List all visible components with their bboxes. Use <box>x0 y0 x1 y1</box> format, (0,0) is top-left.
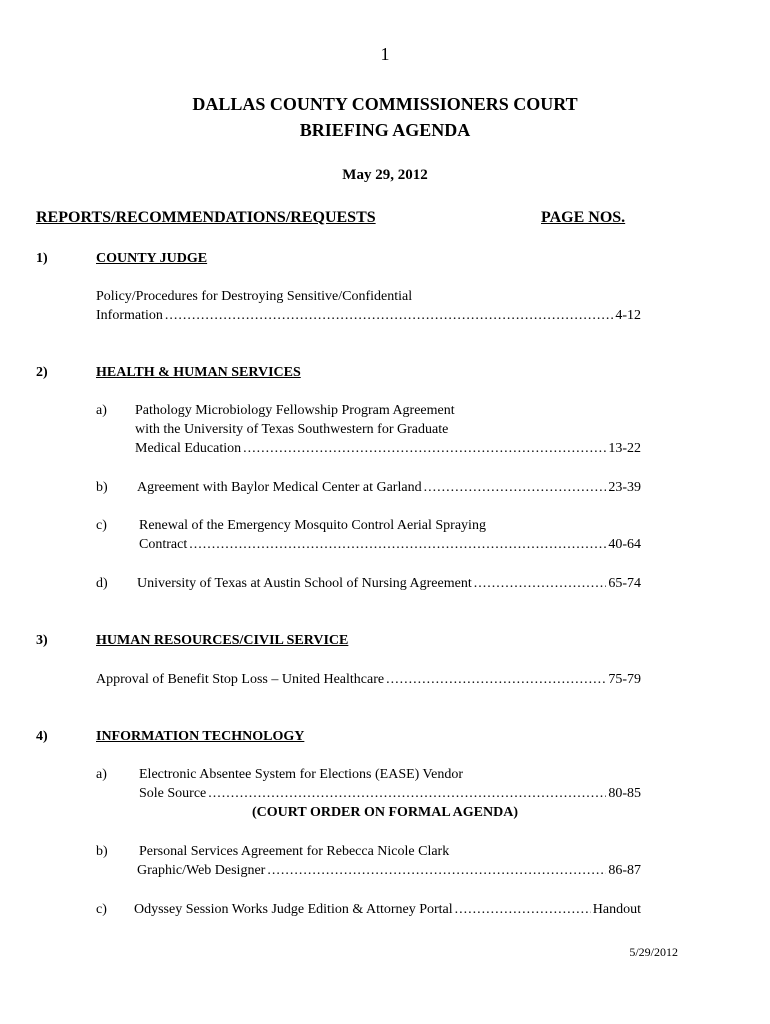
document-subtitle: BRIEFING AGENDA <box>299 120 471 140</box>
court-order-note: (COURT ORDER ON FORMAL AGENDA) <box>251 805 519 820</box>
item-text: Information <box>96 308 163 323</box>
item-text: Agreement with Baylor Medical Center at Garland <box>137 480 422 495</box>
item-text: Sole Source <box>139 786 207 801</box>
item-text: with the University of Texas Southwestern for Graduate <box>135 422 449 437</box>
column-header-left: REPORTS/RECOMMENDATIONS/REQUESTS <box>36 209 376 226</box>
page-range: Handout <box>592 902 641 917</box>
agenda-item-leader <box>137 863 641 879</box>
agenda-item-leader <box>139 537 641 553</box>
page-range: 4-12 <box>615 308 641 323</box>
section-number: 3) <box>36 633 48 648</box>
agenda-date: May 29, 2012 <box>342 167 428 183</box>
item-label: a) <box>96 767 107 782</box>
item-label: d) <box>96 576 108 591</box>
item-label: c) <box>96 902 107 917</box>
item-text: Contract <box>139 537 188 552</box>
document-title: DALLAS COUNTY COMMISSIONERS COURT <box>192 94 578 114</box>
section-title: HEALTH & HUMAN SERVICES <box>96 365 301 380</box>
item-text: Odyssey Session Works Judge Edition & Attorney Portal <box>134 902 453 917</box>
section-title: COUNTY JUDGE <box>96 251 208 266</box>
page-range: 23-39 <box>608 480 641 495</box>
page-range: 75-79 <box>608 672 641 687</box>
item-text: Approval of Benefit Stop Loss – United Healthcare <box>96 672 385 687</box>
agenda-item-leader <box>139 786 641 802</box>
item-text: Graphic/Web Designer <box>137 863 266 878</box>
item-text: Policy/Procedures for Destroying Sensitive/Confidential <box>96 289 413 304</box>
page-range: 65-74 <box>608 576 641 591</box>
section-title: INFORMATION TECHNOLOGY <box>96 729 305 744</box>
item-text: Personal Services Agreement for Rebecca Nicole Clark <box>139 844 450 859</box>
dot-leader <box>243 441 606 457</box>
footer-date: 5/29/2012 <box>629 945 678 959</box>
page-range: 86-87 <box>608 863 641 878</box>
page-range: 40-64 <box>608 537 641 552</box>
agenda-item-leader <box>96 672 641 688</box>
item-text: University of Texas at Austin School of Nursing Agreement <box>137 576 472 591</box>
item-label: b) <box>96 844 108 859</box>
section-number: 4) <box>36 729 48 744</box>
section-title: HUMAN RESOURCES/CIVIL SERVICE <box>96 633 349 648</box>
item-text: Renewal of the Emergency Mosquito Control Aerial Spraying <box>139 518 486 533</box>
dot-leader <box>455 902 591 918</box>
dot-leader <box>267 863 606 879</box>
page-range: 80-85 <box>608 786 641 801</box>
agenda-item-leader <box>137 576 641 592</box>
dot-leader <box>474 576 607 592</box>
section-number: 1) <box>36 251 48 266</box>
item-text: Pathology Microbiology Fellowship Program Agreement <box>135 403 455 418</box>
page-range: 13-22 <box>608 441 641 456</box>
page-number: 1 <box>380 44 390 64</box>
item-text: Medical Education <box>135 441 242 456</box>
agenda-item-leader <box>137 480 641 496</box>
dot-leader <box>424 480 607 496</box>
item-text: Electronic Absentee System for Elections (EASE) Vendor <box>139 767 463 782</box>
dot-leader <box>386 672 606 688</box>
dot-leader <box>165 308 613 324</box>
agenda-item-leader <box>135 441 641 457</box>
item-label: a) <box>96 403 107 418</box>
dot-leader <box>208 786 606 802</box>
agenda-item-leader <box>134 902 641 918</box>
column-header-right: PAGE NOS. <box>541 209 626 226</box>
dot-leader <box>189 537 606 553</box>
item-label: b) <box>96 480 108 495</box>
agenda-item-leader <box>96 308 641 324</box>
item-label: c) <box>96 518 107 533</box>
section-number: 2) <box>36 365 48 380</box>
